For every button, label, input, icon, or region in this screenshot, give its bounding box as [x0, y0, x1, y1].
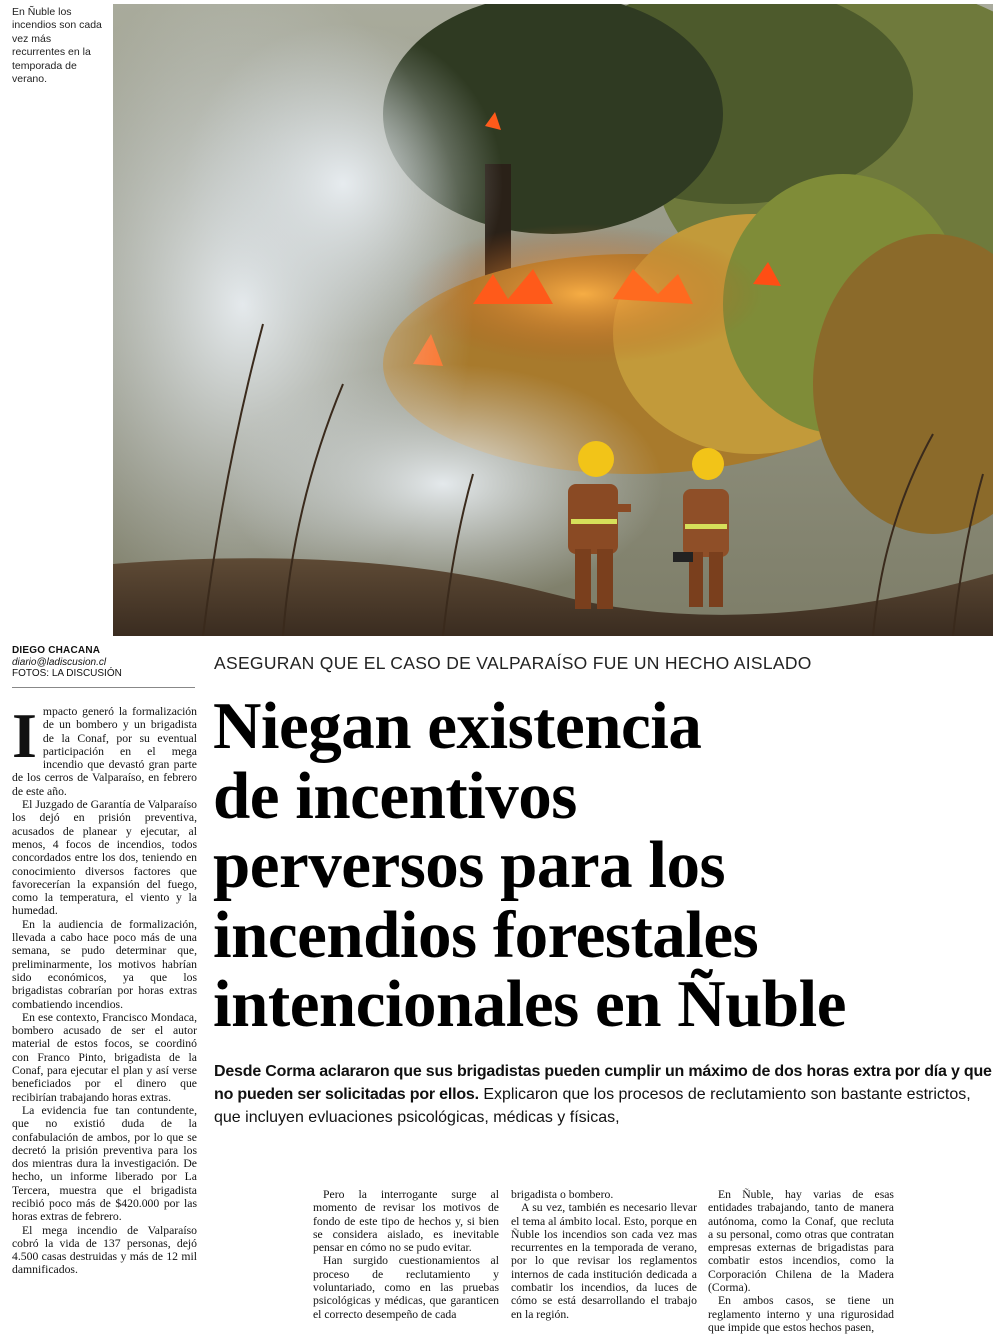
paragraph: El Juzgado de Garantía de Valparaíso los dejó en prisión preventiva, acusados de planear y ejecutar, al menos, 4 focos de incendios, todos concordados entre los dos, teniendo en conocimiento diversos factores que favorecerían la expansión del fuego, como la temperatura, el viento y la humedad. [12, 798, 197, 918]
byline-divider [12, 687, 195, 688]
paragraph: brigadista o bombero. [511, 1188, 614, 1201]
paragraph: La evidencia fue tan contundente, que no existió duda de la confabulación de ambos, por lo que se decretó la prisión preventiva para los dos mientras dura la investigación. De hecho, un informe liberado por La Tercera, muestra que el brigadista recibió poco más de $420.000 por las horas extras de febrero. [12, 1103, 197, 1224]
headline-line: incendios forestales [213, 897, 759, 972]
headline-line: intencionales en Ñuble [213, 967, 846, 1041]
paragraph: En ese contexto, Francisco Mondaca, bombero acusado de ser el autor material de estos focos, se coordinó con Franco Pinto, brigadista de la Conaf, para ejecutar el plan y así verse beneficiados por el dinero que recibirían trabajando horas extras. [12, 1010, 197, 1104]
byline-email: diario@ladiscusion.cl [12, 656, 107, 668]
paragraph: Han surgido cuestionamientos al proceso de reclutamiento y voluntariado, como en las pruebas psicológicas y médicas, que garanticen el correcto desempeño de cada [313, 1254, 499, 1321]
byline-photo-credit: FOTOS: LA DISCUSIÓN [12, 668, 122, 680]
dropcap: I [12, 700, 37, 771]
byline [12, 645, 212, 680]
paragraph: En la audiencia de formalización, llevada a cabo hace poco más de una semana, se pudo determinar que, preliminarmente, los motivos habrían sido económicos, ya que los brigadistas cobrarían por horas extras combatiendo incendios. [12, 917, 197, 1011]
paragraph: A su vez, también es necesario llevar el tema al ámbito local. Esto, porque en Ñuble los incendios son cada vez mas recurrentes en la temporada de verano, por lo que revisar los reglamentos internos de cada institución dedicada a combatir los incendios, da luces de cómo se está desarrollando el trabajo en la región. [511, 1201, 697, 1321]
body-column-4 [708, 1188, 894, 1334]
paragraph: En ambos casos, se tiene un reglamento interno y una rigurosidad que impide que estos hechos pasen, [708, 1294, 894, 1334]
paragraph: mpacto generó la formalización de un bombero y un brigadista de la Conaf, por su eventual participación en el mega incendio que devastó gran parte de los cerros de Valparaíso, en febrero de este año. [12, 705, 197, 798]
body-column-1 [12, 700, 197, 1277]
deck-bold: Desde Corma aclararon que sus brigadistas pueden cumplir un máximo de dos horas extra por día y que no pueden ser solicitadas por ellos. [214, 1063, 992, 1103]
paragraph: En Ñuble, hay varias de esas entidades trabajando, tanto de manera autónoma, como la Conaf, que recluta a su personal, como otras que contratan empresas externas de brigadistas para combatir estos incendios, como la Corporación Chilena de la Madera (Corma). [708, 1188, 894, 1295]
body-column-3 [511, 1188, 697, 1321]
kicker: ASEGURAN QUE EL CASO DE VALPARAÍSO FUE UN HECHO AISLADO [214, 653, 812, 673]
deck [214, 1060, 994, 1129]
byline-author: DIEGO CHACANA [12, 645, 101, 656]
wildfire-photo [113, 4, 993, 636]
paragraph: Pero la interrogante surge al momento de revisar los motivos de fondo de este tipo de hechos y, si bien se considera aislado, es inevitable pensar en cómo no se pudo evitar. [313, 1188, 499, 1255]
deck-regular: Explicaron que los procesos de reclutamiento son bastante estrictos, que incluyen evluaciones psicológicas, médicas y físicas, [214, 1086, 971, 1126]
photo-caption: En Ñuble los incendios son cada vez más recurrentes en la temporada de verano. [12, 6, 102, 86]
headline-line: perversos para los [213, 828, 726, 902]
headline-line: Niegan existencia [213, 689, 702, 763]
headline-line: de incentivos [213, 758, 577, 833]
paragraph: El mega incendio de Valparaíso cobró la vida de 137 personas, dejó 4.500 casas destruidas y más de 12 mil damnificados. [12, 1223, 197, 1277]
headline [213, 689, 998, 1041]
body-column-2 [313, 1188, 499, 1321]
